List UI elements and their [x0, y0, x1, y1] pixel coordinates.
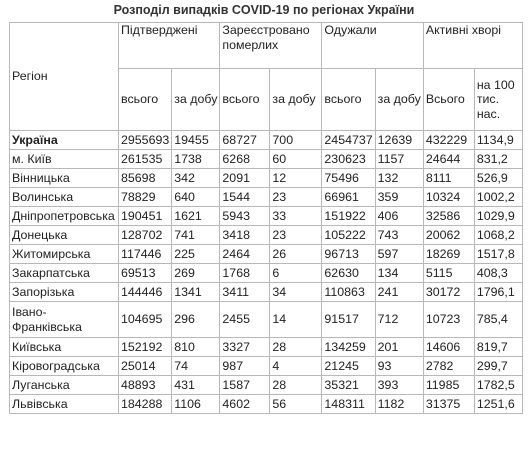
region-cell: Волинська — [10, 188, 119, 207]
recovered-total-cell: 96713 — [322, 245, 375, 264]
region-cell: Вінницька — [10, 169, 119, 188]
confirmed-total-cell: 48893 — [119, 376, 172, 395]
confirmed-day-cell: 431 — [172, 376, 220, 395]
confirmed-total-cell: 69513 — [119, 264, 172, 283]
table-row — [10, 169, 523, 188]
confirmed-day-cell: 640 — [172, 188, 220, 207]
deaths-day-cell: 33 — [270, 207, 322, 226]
confirmed-day-cell: 810 — [172, 338, 220, 357]
confirmed-total-cell: 104695 — [119, 302, 172, 338]
active-per-100k-cell: 831,2 — [474, 150, 522, 169]
region-cell: Запорізька — [10, 283, 119, 302]
recovered-total-cell: 105222 — [322, 226, 375, 245]
deaths-day-cell: 56 — [270, 395, 322, 414]
active-per-100k-cell: 1782,5 — [474, 376, 522, 395]
deaths-day-cell: 4 — [270, 357, 322, 376]
confirmed-day-cell: 74 — [172, 357, 220, 376]
header-deaths-day: за добу — [270, 69, 322, 131]
deaths-day-cell: 23 — [270, 188, 322, 207]
confirmed-total-cell: 85698 — [119, 169, 172, 188]
table-row — [10, 131, 523, 150]
recovered-day-cell: 743 — [375, 226, 423, 245]
deaths-day-cell: 23 — [270, 226, 322, 245]
table-row — [10, 264, 523, 283]
header-deaths-total: всього — [220, 69, 270, 131]
confirmed-day-cell: 1341 — [172, 283, 220, 302]
header-confirmed-day: за добу — [172, 69, 220, 131]
confirmed-total-cell: 152192 — [119, 338, 172, 357]
recovered-day-cell: 1182 — [375, 395, 423, 414]
active-total-cell: 432229 — [423, 131, 474, 150]
confirmed-day-cell: 269 — [172, 264, 220, 283]
region-cell: Луганська — [10, 376, 119, 395]
deaths-total-cell: 5943 — [220, 207, 270, 226]
active-per-100k-cell: 1029,9 — [474, 207, 522, 226]
header-deaths: Зареєстровано померлих — [220, 23, 322, 69]
confirmed-day-cell: 1106 — [172, 395, 220, 414]
deaths-total-cell: 2455 — [220, 302, 270, 338]
recovered-total-cell: 91517 — [322, 302, 375, 338]
confirmed-day-cell: 741 — [172, 226, 220, 245]
active-per-100k-cell: 819,7 — [474, 338, 522, 357]
page-title: Розподіл випадків COVID-19 по регіонах України — [113, 3, 415, 17]
table-row — [10, 188, 523, 207]
active-total-cell: 32586 — [423, 207, 474, 226]
active-total-cell: 5115 — [423, 264, 474, 283]
deaths-total-cell: 4602 — [220, 395, 270, 414]
deaths-day-cell: 28 — [270, 376, 322, 395]
region-cell: Житомирська — [10, 245, 119, 264]
active-per-100k-cell: 299,7 — [474, 357, 522, 376]
covid-regions-table — [9, 22, 523, 414]
recovered-day-cell: 241 — [375, 283, 423, 302]
table-row — [10, 207, 523, 226]
recovered-total-cell: 75496 — [322, 169, 375, 188]
table-row — [10, 395, 523, 414]
recovered-total-cell: 148311 — [322, 395, 375, 414]
recovered-day-cell: 201 — [375, 338, 423, 357]
active-total-cell: 30172 — [423, 283, 474, 302]
recovered-day-cell: 134 — [375, 264, 423, 283]
deaths-day-cell: 34 — [270, 283, 322, 302]
deaths-total-cell: 2091 — [220, 169, 270, 188]
deaths-total-cell: 987 — [220, 357, 270, 376]
confirmed-total-cell: 2955693 — [119, 131, 172, 150]
deaths-total-cell: 2464 — [220, 245, 270, 264]
header-active: Активні хворі — [423, 23, 522, 69]
recovered-day-cell: 406 — [375, 207, 423, 226]
confirmed-day-cell: 296 — [172, 302, 220, 338]
region-cell: Київська — [10, 338, 119, 357]
deaths-day-cell: 28 — [270, 338, 322, 357]
confirmed-day-cell: 1621 — [172, 207, 220, 226]
active-per-100k-cell: 785,4 — [474, 302, 522, 338]
recovered-total-cell: 21245 — [322, 357, 375, 376]
deaths-day-cell: 700 — [270, 131, 322, 150]
table-row — [10, 302, 523, 338]
confirmed-day-cell: 225 — [172, 245, 220, 264]
recovered-day-cell: 93 — [375, 357, 423, 376]
recovered-day-cell: 712 — [375, 302, 423, 338]
header-confirmed: Підтверджені — [119, 23, 220, 69]
header-confirmed-total: всього — [119, 69, 172, 131]
table-row — [10, 376, 523, 395]
table-row — [10, 226, 523, 245]
header-recovered-day: за добу — [375, 69, 423, 131]
recovered-total-cell: 62630 — [322, 264, 375, 283]
active-total-cell: 31375 — [423, 395, 474, 414]
confirmed-total-cell: 184288 — [119, 395, 172, 414]
deaths-total-cell: 1768 — [220, 264, 270, 283]
active-total-cell: 11985 — [423, 376, 474, 395]
region-cell: Закарпатська — [10, 264, 119, 283]
header-active-per-100k: на 100 тис. нас. — [474, 69, 522, 131]
confirmed-total-cell: 78829 — [119, 188, 172, 207]
confirmed-total-cell: 25014 — [119, 357, 172, 376]
deaths-total-cell: 3411 — [220, 283, 270, 302]
deaths-day-cell: 26 — [270, 245, 322, 264]
header-active-total: Всього — [423, 69, 474, 131]
region-cell: Івано-Франківська — [10, 302, 119, 338]
confirmed-total-cell: 128702 — [119, 226, 172, 245]
table-row — [10, 338, 523, 357]
deaths-total-cell: 1587 — [220, 376, 270, 395]
table-row — [10, 357, 523, 376]
active-total-cell: 24644 — [423, 150, 474, 169]
recovered-total-cell: 2454737 — [322, 131, 375, 150]
active-total-cell: 20062 — [423, 226, 474, 245]
active-total-cell: 10324 — [423, 188, 474, 207]
recovered-total-cell: 110863 — [322, 283, 375, 302]
table-row — [10, 245, 523, 264]
confirmed-day-cell: 19455 — [172, 131, 220, 150]
header-recovered-total: всього — [322, 69, 375, 131]
region-cell: Донецька — [10, 226, 119, 245]
table-row — [10, 150, 523, 169]
active-per-100k-cell: 1251,6 — [474, 395, 522, 414]
confirmed-total-cell: 190451 — [119, 207, 172, 226]
region-cell: Україна — [10, 131, 119, 150]
active-total-cell: 18269 — [423, 245, 474, 264]
active-total-cell: 8111 — [423, 169, 474, 188]
confirmed-total-cell: 261535 — [119, 150, 172, 169]
header-row-groups — [10, 23, 523, 69]
table-row — [10, 283, 523, 302]
deaths-day-cell: 12 — [270, 169, 322, 188]
recovered-day-cell: 597 — [375, 245, 423, 264]
recovered-total-cell: 35321 — [322, 376, 375, 395]
deaths-day-cell: 14 — [270, 302, 322, 338]
recovered-total-cell: 66961 — [322, 188, 375, 207]
deaths-day-cell: 6 — [270, 264, 322, 283]
active-total-cell: 14606 — [423, 338, 474, 357]
deaths-total-cell: 68727 — [220, 131, 270, 150]
confirmed-day-cell: 1738 — [172, 150, 220, 169]
deaths-total-cell: 3327 — [220, 338, 270, 357]
region-cell: м. Київ — [10, 150, 119, 169]
active-per-100k-cell: 1134,9 — [474, 131, 522, 150]
deaths-total-cell: 3418 — [220, 226, 270, 245]
region-cell: Дніпропетровська — [10, 207, 119, 226]
active-per-100k-cell: 408,3 — [474, 264, 522, 283]
active-per-100k-cell: 526,9 — [474, 169, 522, 188]
table-body — [10, 23, 523, 414]
active-total-cell: 2782 — [423, 357, 474, 376]
confirmed-total-cell: 117446 — [119, 245, 172, 264]
recovered-total-cell: 230623 — [322, 150, 375, 169]
confirmed-day-cell: 342 — [172, 169, 220, 188]
recovered-day-cell: 132 — [375, 169, 423, 188]
recovered-day-cell: 1157 — [375, 150, 423, 169]
deaths-total-cell: 6268 — [220, 150, 270, 169]
active-per-100k-cell: 1517,8 — [474, 245, 522, 264]
recovered-day-cell: 393 — [375, 376, 423, 395]
region-cell: Львівська — [10, 395, 119, 414]
region-cell: Кіровоградська — [10, 357, 119, 376]
deaths-day-cell: 60 — [270, 150, 322, 169]
recovered-total-cell: 134259 — [322, 338, 375, 357]
active-per-100k-cell: 1002,2 — [474, 188, 522, 207]
active-per-100k-cell: 1068,2 — [474, 226, 522, 245]
recovered-total-cell: 151922 — [322, 207, 375, 226]
deaths-total-cell: 1544 — [220, 188, 270, 207]
header-region: Регіон — [10, 23, 119, 131]
confirmed-total-cell: 144446 — [119, 283, 172, 302]
active-per-100k-cell: 1796,1 — [474, 283, 522, 302]
header-recovered: Одужали — [322, 23, 423, 69]
recovered-day-cell: 359 — [375, 188, 423, 207]
recovered-day-cell: 12639 — [375, 131, 423, 150]
active-total-cell: 10723 — [423, 302, 474, 338]
